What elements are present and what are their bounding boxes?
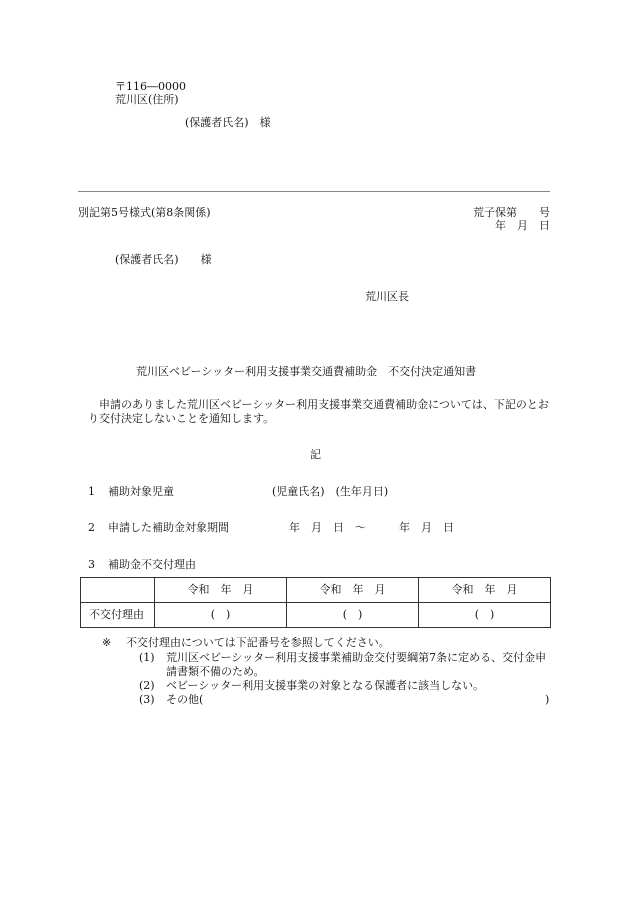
table-corner-cell bbox=[81, 578, 155, 603]
reason-cell: ( ) bbox=[155, 603, 287, 628]
item-2-number: 2 bbox=[88, 521, 95, 534]
item-1-label: 補助対象児童 bbox=[108, 485, 174, 498]
reason-table bbox=[80, 577, 551, 628]
item-1-number: 1 bbox=[88, 485, 95, 498]
month-cell: 令和 年 月 bbox=[287, 578, 419, 603]
body-paragraph: 申請のありました荒川区ベビーシッター利用支援事業交通費補助金については、下記のとおり交付決定しないことを通知します。 bbox=[88, 398, 549, 426]
table-row bbox=[81, 603, 551, 628]
document-title: 荒川区ベビーシッター利用支援事業交通費補助金 不交付決定通知書 bbox=[136, 365, 477, 378]
note-1-number: (1) bbox=[139, 651, 155, 664]
fold-divider bbox=[78, 191, 550, 192]
row-label: 不交付理由 bbox=[81, 603, 155, 628]
sender-name: 荒川区長 bbox=[365, 290, 409, 303]
address-location: 荒川区(住所) bbox=[115, 93, 179, 106]
note-3-number: (3) bbox=[139, 693, 155, 706]
reason-cell: ( ) bbox=[287, 603, 419, 628]
item-2-label: 申請した補助金対象期間 bbox=[108, 521, 229, 534]
item-3-number: 3 bbox=[88, 558, 95, 571]
recipient-name: (保護者氏名) 様 bbox=[115, 253, 212, 266]
month-cell: 令和 年 月 bbox=[155, 578, 287, 603]
item-3-label: 補助金不交付理由 bbox=[108, 558, 196, 571]
note-3-text: その他( bbox=[166, 693, 204, 706]
reason-cell: ( ) bbox=[419, 603, 551, 628]
note-1-text: 荒川区ベビーシッター利用支援事業補助金交付要綱第7条に定める、交付金申請書類不備のため。 bbox=[166, 651, 547, 679]
note-3-close-paren: ) bbox=[545, 693, 550, 706]
postal-code: 〒116―0000 bbox=[115, 80, 186, 93]
note-2-text: ベビーシッター利用支援事業の対象となる保護者に該当しない。 bbox=[166, 679, 485, 692]
note-mark: ※ bbox=[102, 636, 112, 649]
note-intro: 不交付理由については下記番号を参照してください。 bbox=[126, 636, 390, 649]
month-cell: 令和 年 月 bbox=[419, 578, 551, 603]
table-header-row bbox=[81, 578, 551, 603]
document-date: 年 月 日 bbox=[495, 219, 550, 232]
document-number: 荒子保第 号 bbox=[473, 206, 550, 219]
address-recipient: (保護者氏名) 様 bbox=[185, 116, 271, 129]
ki-heading: 記 bbox=[310, 448, 321, 461]
item-2-value: 年 月 日 ～ 年 月 日 bbox=[289, 521, 454, 534]
note-2-number: (2) bbox=[139, 679, 155, 692]
form-reference: 別記第5号様式(第8条関係) bbox=[78, 206, 211, 219]
item-1-value: (児童氏名) (生年月日) bbox=[272, 485, 389, 498]
